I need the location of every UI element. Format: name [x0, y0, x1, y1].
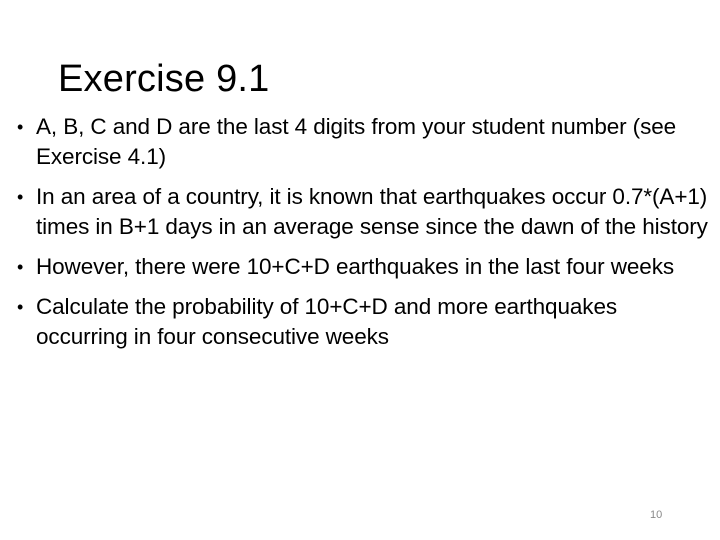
slide-title: Exercise 9.1 [58, 58, 270, 100]
bullet-text: Calculate the probability of 10+C+D and more earthquakes occurring in four consecutive weeks [36, 294, 618, 349]
bullet-dot-icon: • [17, 117, 24, 137]
bullet-text: A, B, C and D are the last 4 digits from your student number (see Exercise 4.1) [36, 114, 677, 169]
bullet-item [14, 292, 708, 352]
bullet-item [14, 112, 708, 172]
bullet-item [14, 182, 708, 242]
bullet-item [14, 252, 708, 282]
bullet-text: However, there were 10+C+D earthquakes in the last four weeks [36, 254, 674, 279]
bullet-list [14, 112, 708, 362]
page-number: 10 [650, 509, 663, 521]
bullet-dot-icon: • [17, 257, 24, 277]
bullet-dot-icon: • [17, 187, 24, 207]
bullet-dot-icon: • [17, 297, 24, 317]
bullet-text: In an area of a country, it is known that earthquakes occur 0.7*(A+1) times in B+1 days in an average sense since the dawn of the history [36, 184, 708, 239]
